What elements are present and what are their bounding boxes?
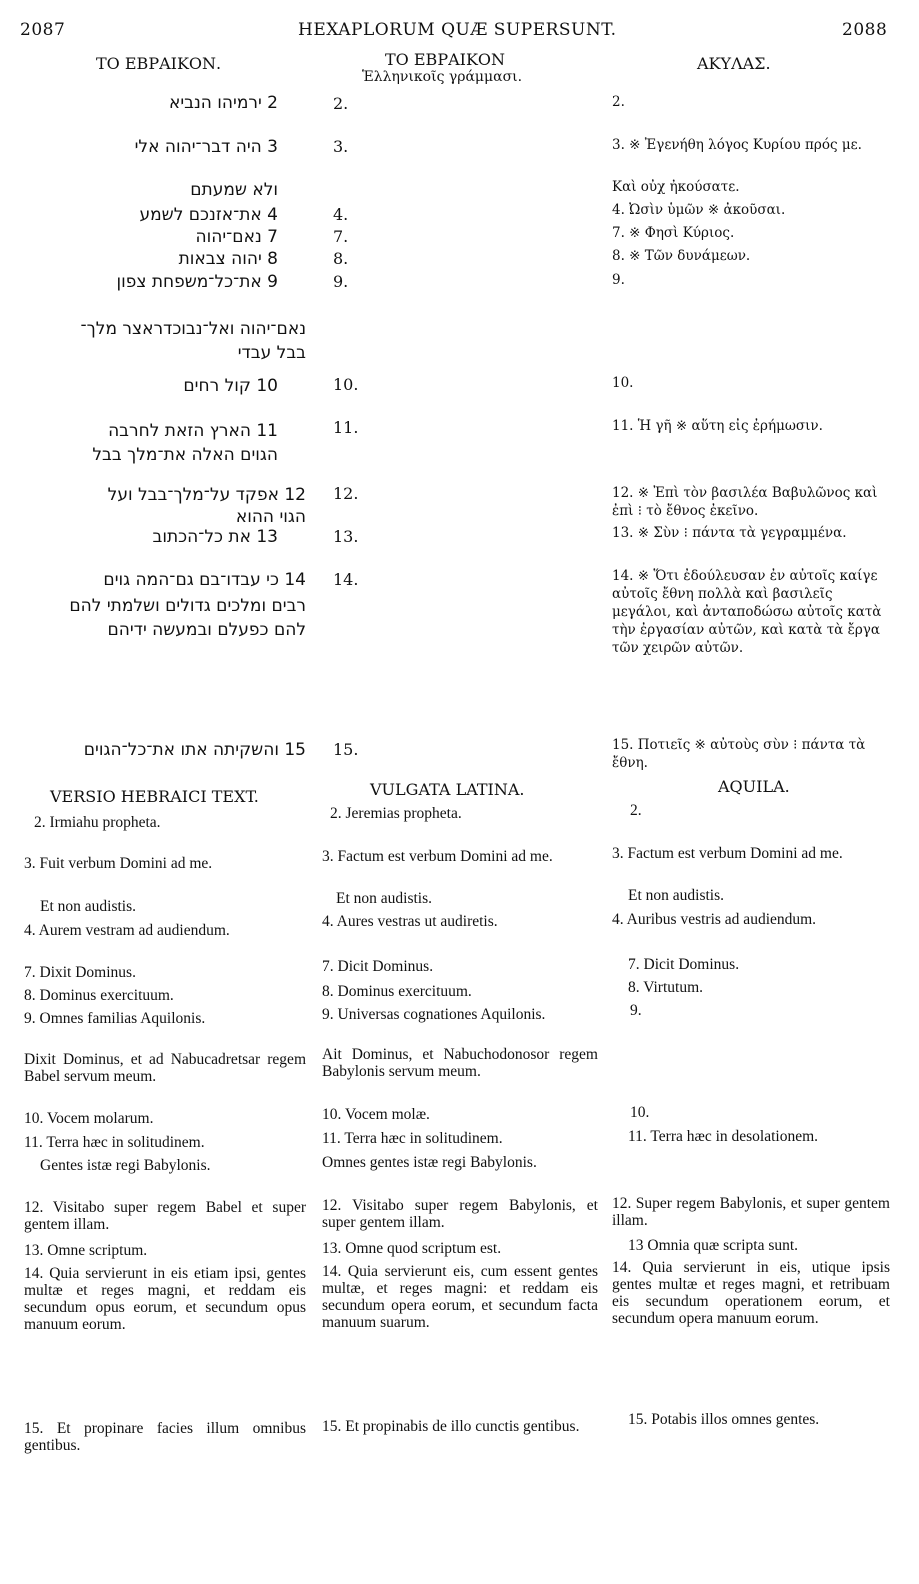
versio-verse: 2. Irmiahu propheta.	[34, 814, 161, 831]
hebrew-line: 11 הארץ הזאת לחרבה	[108, 421, 278, 441]
vulgata-verse: Et non audistis.	[336, 890, 433, 907]
aquila-latin-verse: 2.	[630, 802, 642, 819]
hebrew-line: 12 אפקד על־מלך־בבל ועל	[107, 485, 306, 505]
aquila-greek-verse: 13. ※ Σὺν ⁝ πάντα τὰ γεγραμμένα.	[612, 525, 847, 541]
vulgata-verse: 13. Omne quod scriptum est.	[322, 1240, 502, 1257]
translit-verse-number: 13.	[333, 527, 359, 546]
aquila-latin-verse: 8. Virtutum.	[628, 979, 703, 996]
aquila-latin-verse: 7. Dicit Dominus.	[628, 956, 740, 973]
aquila-greek-verse: 12. ※ Ἐπὶ τὸν βασιλέα Βαβυλῶνος καὶ ἐπὶ ⁝ τὸ ἔθνος ἐκεῖνο.	[612, 485, 878, 519]
heading-vulgata-latina: VULGATA LATINA.	[370, 780, 525, 799]
vulgata-verse: 12. Visitabo super regem Babylonis, et super gentem illam.	[322, 1197, 598, 1231]
aquila-greek-verse: 2.	[612, 94, 625, 110]
aquila-greek-verse: 3. ※ Ἐγενήθη λόγος Κυρίου πρός με.	[612, 137, 862, 153]
translit-verse-number: 8.	[333, 249, 349, 268]
translit-verse-number: 12.	[333, 484, 359, 503]
vulgata-verse: 7. Dicit Dominus.	[322, 958, 434, 975]
aquila-greek-verse: Καὶ οὐχ ἠκούσατε.	[612, 179, 740, 195]
column-subhead-transliteration: Ἑλληνικοῖς γράμμασι.	[362, 69, 523, 85]
vulgata-verse: Ait Dominus, et Nabuchodonosor regem Babylonis servum meum.	[322, 1046, 598, 1080]
vulgata-verse: 14. Quia servierunt eis, cum essent gentes multæ, et reges magni: et reddam eis secundum opera eorum, et secundum facta manuum suarum.	[322, 1263, 598, 1331]
versio-verse: 9. Omnes familias Aquilonis.	[24, 1010, 206, 1027]
aquila-latin-verse: 14. Quia servierunt in eis, utique ipsis gentes multæ et reges magni, et retribuam eis secundum operationem eorum, et secundum opera manuum eorum.	[612, 1259, 890, 1327]
aquila-greek-verse: 4. Ὠσὶν ὑμῶν ※ ἀκοῦσαι.	[612, 202, 786, 218]
hebrew-line: הגוים האלה את־מלך בבל	[92, 445, 278, 465]
aquila-greek-verse: 9.	[612, 272, 625, 288]
translit-verse-number: 9.	[333, 272, 349, 291]
aquila-latin-verse: 3. Factum est verbum Domini ad me.	[612, 845, 843, 862]
vulgata-verse: 11. Terra hæc in solitudinem.	[322, 1130, 503, 1147]
hebrew-line: 3 היה דבר־יהוה אלי	[134, 137, 278, 157]
versio-verse: 14. Quia servierunt in eis etiam ipsi, gentes multæ et reges magni, et reddam eis secundum opus eorum, et secundum opus manuum eorum.	[24, 1265, 306, 1333]
hebrew-line: ולא שמעתם	[190, 180, 278, 200]
versio-verse: 3. Fuit verbum Domini ad me.	[24, 855, 213, 872]
aquila-greek-verse: 8. ※ Τῶν δυνάμεων.	[612, 248, 751, 264]
aquila-latin-verse: 4. Auribus vestris ad audiendum.	[612, 911, 817, 928]
aquila-latin-verse: 13 Omnia quæ scripta sunt.	[628, 1237, 799, 1254]
aquila-greek-verse: 10.	[612, 375, 634, 391]
aquila-latin-verse: 10.	[630, 1104, 650, 1121]
versio-verse: Dixit Dominus, et ad Nabucadretsar regem Babel servum meum.	[24, 1051, 306, 1085]
vulgata-verse: 3. Factum est verbum Domini ad me.	[322, 848, 553, 865]
heading-aquila-latin: AQUILA.	[718, 777, 790, 796]
column-head-aquila-greek: ΑΚΥΛΑΣ.	[697, 54, 771, 73]
hebrew-line: נאם־יהוה ואל־נבוכדראצר מלך־	[80, 319, 306, 339]
aquila-latin-verse: 12. Super regem Babylonis, et super gentem illam.	[612, 1195, 890, 1229]
vulgata-verse: Omnes gentes istæ regi Babylonis.	[322, 1154, 537, 1171]
translit-verse-number: 7.	[333, 227, 349, 246]
versio-verse: 4. Aurem vestram ad audiendum.	[24, 922, 230, 939]
vulgata-verse: 4. Aures vestras ut audiretis.	[322, 913, 498, 930]
column-head-transliteration: ΤΟ ΕΒΡΑΙΚΟΝ	[385, 50, 506, 69]
hebrew-line: להם כפעלם ובמעשה ידיהם	[107, 620, 306, 640]
aquila-latin-verse: 9.	[630, 1002, 642, 1019]
translit-verse-number: 14.	[333, 570, 359, 589]
versio-verse: 10. Vocem molarum.	[24, 1110, 154, 1127]
translit-verse-number: 10.	[333, 375, 359, 394]
hebrew-line: 9 את־כל־משפחת צפון	[116, 272, 278, 292]
heading-versio-hebraici: VERSIO HEBRAICI TEXT.	[50, 787, 259, 806]
aquila-latin-verse: Et non audistis.	[628, 887, 725, 904]
vulgata-verse: 2. Jeremias propheta.	[330, 805, 462, 822]
versio-verse: 8. Dominus exercituum.	[24, 987, 174, 1004]
vulgata-verse: 8. Dominus exercituum.	[322, 983, 472, 1000]
translit-verse-number: 15.	[333, 740, 359, 759]
hebrew-line: 13 את כל־הכתוב	[152, 527, 278, 547]
vulgata-verse: 15. Et propinabis de illo cunctis gentibus.	[322, 1418, 580, 1435]
page-number-right: 2088	[842, 20, 888, 40]
hebrew-line: 2 ירמיהו הנביא	[168, 93, 278, 113]
column-head-hebrew: ΤΟ ΕΒΡΑΙΚΟΝ.	[96, 54, 222, 73]
hebrew-line: 14 כי עבדו־בם גם־המה גוים	[103, 570, 306, 590]
versio-verse: 12. Visitabo super regem Babel et super gentem illam.	[24, 1199, 306, 1233]
versio-verse: 15. Et propinare facies illum omnibus gentibus.	[24, 1420, 306, 1454]
aquila-greek-verse: 11. Ἡ γῆ ※ αὕτη εἰς ἐρήμωσιν.	[612, 418, 823, 434]
aquila-latin-verse: 11. Terra hæc in desolationem.	[628, 1128, 819, 1145]
translit-verse-number: 4.	[333, 205, 349, 224]
vulgata-verse: 9. Universas cognationes Aquilonis.	[322, 1006, 546, 1023]
page-number-left: 2087	[20, 20, 66, 40]
versio-verse: Et non audistis.	[40, 898, 137, 915]
hebrew-line: 15 והשקיתה אתו את־כל־הגוים	[83, 740, 306, 760]
hebrew-line: 8 יהוה צבאות	[178, 249, 278, 269]
versio-verse: 11. Terra hæc in solitudinem.	[24, 1134, 205, 1151]
aquila-greek-verse: 7. ※ Φησὶ Κύριος.	[612, 225, 735, 241]
versio-verse: Gentes istæ regi Babylonis.	[40, 1157, 211, 1174]
translit-verse-number: 3.	[333, 137, 349, 156]
running-title: HEXAPLORUM QUÆ SUPERSUNT.	[298, 20, 617, 40]
hebrew-line: הגוי ההוא	[235, 507, 306, 527]
hebrew-line: 7 נאם־יהוה	[195, 227, 278, 247]
aquila-greek-verse: 15. Ποτιεῖς ※ αὐτοὺς σὺν ⁝ πάντα τὰ ἔθνη.	[612, 737, 866, 771]
aquila-latin-verse: 15. Potabis illos omnes gentes.	[628, 1411, 820, 1428]
versio-verse: 7. Dixit Dominus.	[24, 964, 136, 981]
hebrew-line: 4 את־אזנכם לשמע	[139, 205, 278, 225]
hebrew-line: רבים ומלכים גדולים ושלמתי להם	[69, 596, 306, 616]
translit-verse-number: 2.	[333, 94, 349, 113]
hebrew-line: בבל עבדי	[237, 343, 306, 363]
hebrew-line: 10 קול רחים	[183, 376, 278, 396]
versio-verse: 13. Omne scriptum.	[24, 1242, 148, 1259]
aquila-greek-verse: 14. ※ Ὅτι ἐδούλευσαν ἐν αὐτοῖς καίγε αὐτοῖς ἔθνη πολλὰ καὶ βασιλεῖς μεγάλοι, καὶ ἀνταποδώσω αὐτοῖς κατὰ τὴν ἐργασίαν αὐτῶν, καὶ κατὰ τὰ ἔργα τῶν χειρῶν αὐτῶν.	[612, 568, 882, 656]
vulgata-verse: 10. Vocem molæ.	[322, 1106, 430, 1123]
translit-verse-number: 11.	[333, 418, 359, 437]
